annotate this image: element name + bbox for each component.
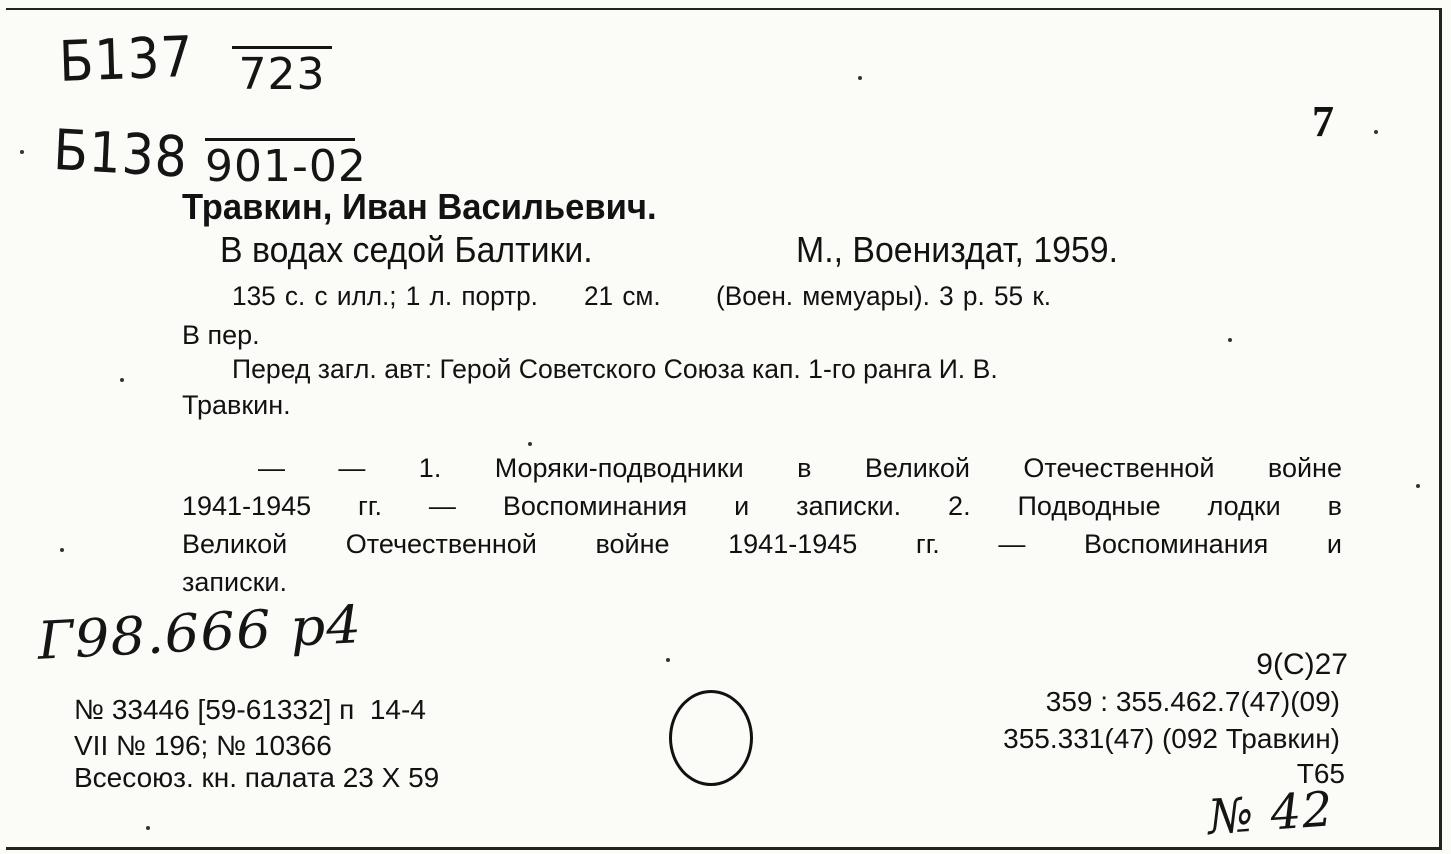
collation-line-1: 135 с. с илл.; 1 л. портр. 21 см. (Воен. мемуары). 3 р. 55 к.	[232, 281, 1052, 311]
imprint: М., Воениздат, 1959.	[796, 229, 1119, 270]
speck	[858, 76, 862, 80]
shelfmark-2: Б138	[51, 118, 190, 191]
speck	[60, 548, 64, 552]
footer-right-line-3: 355.331(47) (092 Травкин)	[1003, 723, 1340, 754]
speck	[1228, 338, 1232, 342]
subjects-line-3: Великой Отечественной войне 1941-1945 гг. — Воспоминания и	[182, 529, 1342, 559]
speck	[1374, 130, 1378, 134]
subjects-line-4: записки.	[182, 567, 287, 597]
collation-line-2: В пер.	[182, 320, 260, 350]
note-line-1: Перед загл. авт: Герой Советского Союза кап. 1-го ранга И. В.	[232, 354, 998, 384]
handwritten-inventory: Г98.666 р4	[36, 595, 364, 672]
subjects-line-2: 1941-1945 гг. — Воспоминания и записки. 2. Подводные лодки в	[182, 491, 1342, 521]
title-line: В водах седой Балтики.	[220, 229, 593, 270]
speck	[146, 826, 150, 830]
footer-right-line-2: 359 : 355.462.7(47)(09)	[1045, 686, 1340, 717]
author-heading: Травкин, Иван Васильевич.	[182, 186, 657, 227]
speck	[120, 378, 124, 382]
shelfmark-2-fraction: 901-02	[205, 138, 355, 192]
speck	[1416, 484, 1420, 488]
footer-right-line-1: 9(С)27	[1256, 648, 1348, 681]
handwritten-number: № 42	[1206, 781, 1336, 846]
card-number: 7	[1312, 97, 1334, 146]
footer-left-line-3: Всесоюз. кн. палата 23 X 59	[74, 762, 440, 793]
shelfmark-1-fraction: 723	[232, 46, 332, 100]
shelfmark-1: Б137	[58, 24, 195, 95]
footer-right-line-4: Т65	[1296, 758, 1345, 789]
footer-left-line-1: № 33446 [59-61332] п 14-4	[74, 694, 426, 725]
speck	[528, 442, 532, 446]
footer-left-line-2: VII № 196; № 10366	[74, 730, 332, 761]
speck	[666, 658, 670, 662]
note-line-2: Травкин.	[182, 390, 291, 420]
subjects-line-1: — — 1. Моряки-подводники в Великой Отечественной войне	[258, 453, 1342, 483]
speck	[20, 150, 24, 154]
circle-mark	[669, 690, 753, 786]
